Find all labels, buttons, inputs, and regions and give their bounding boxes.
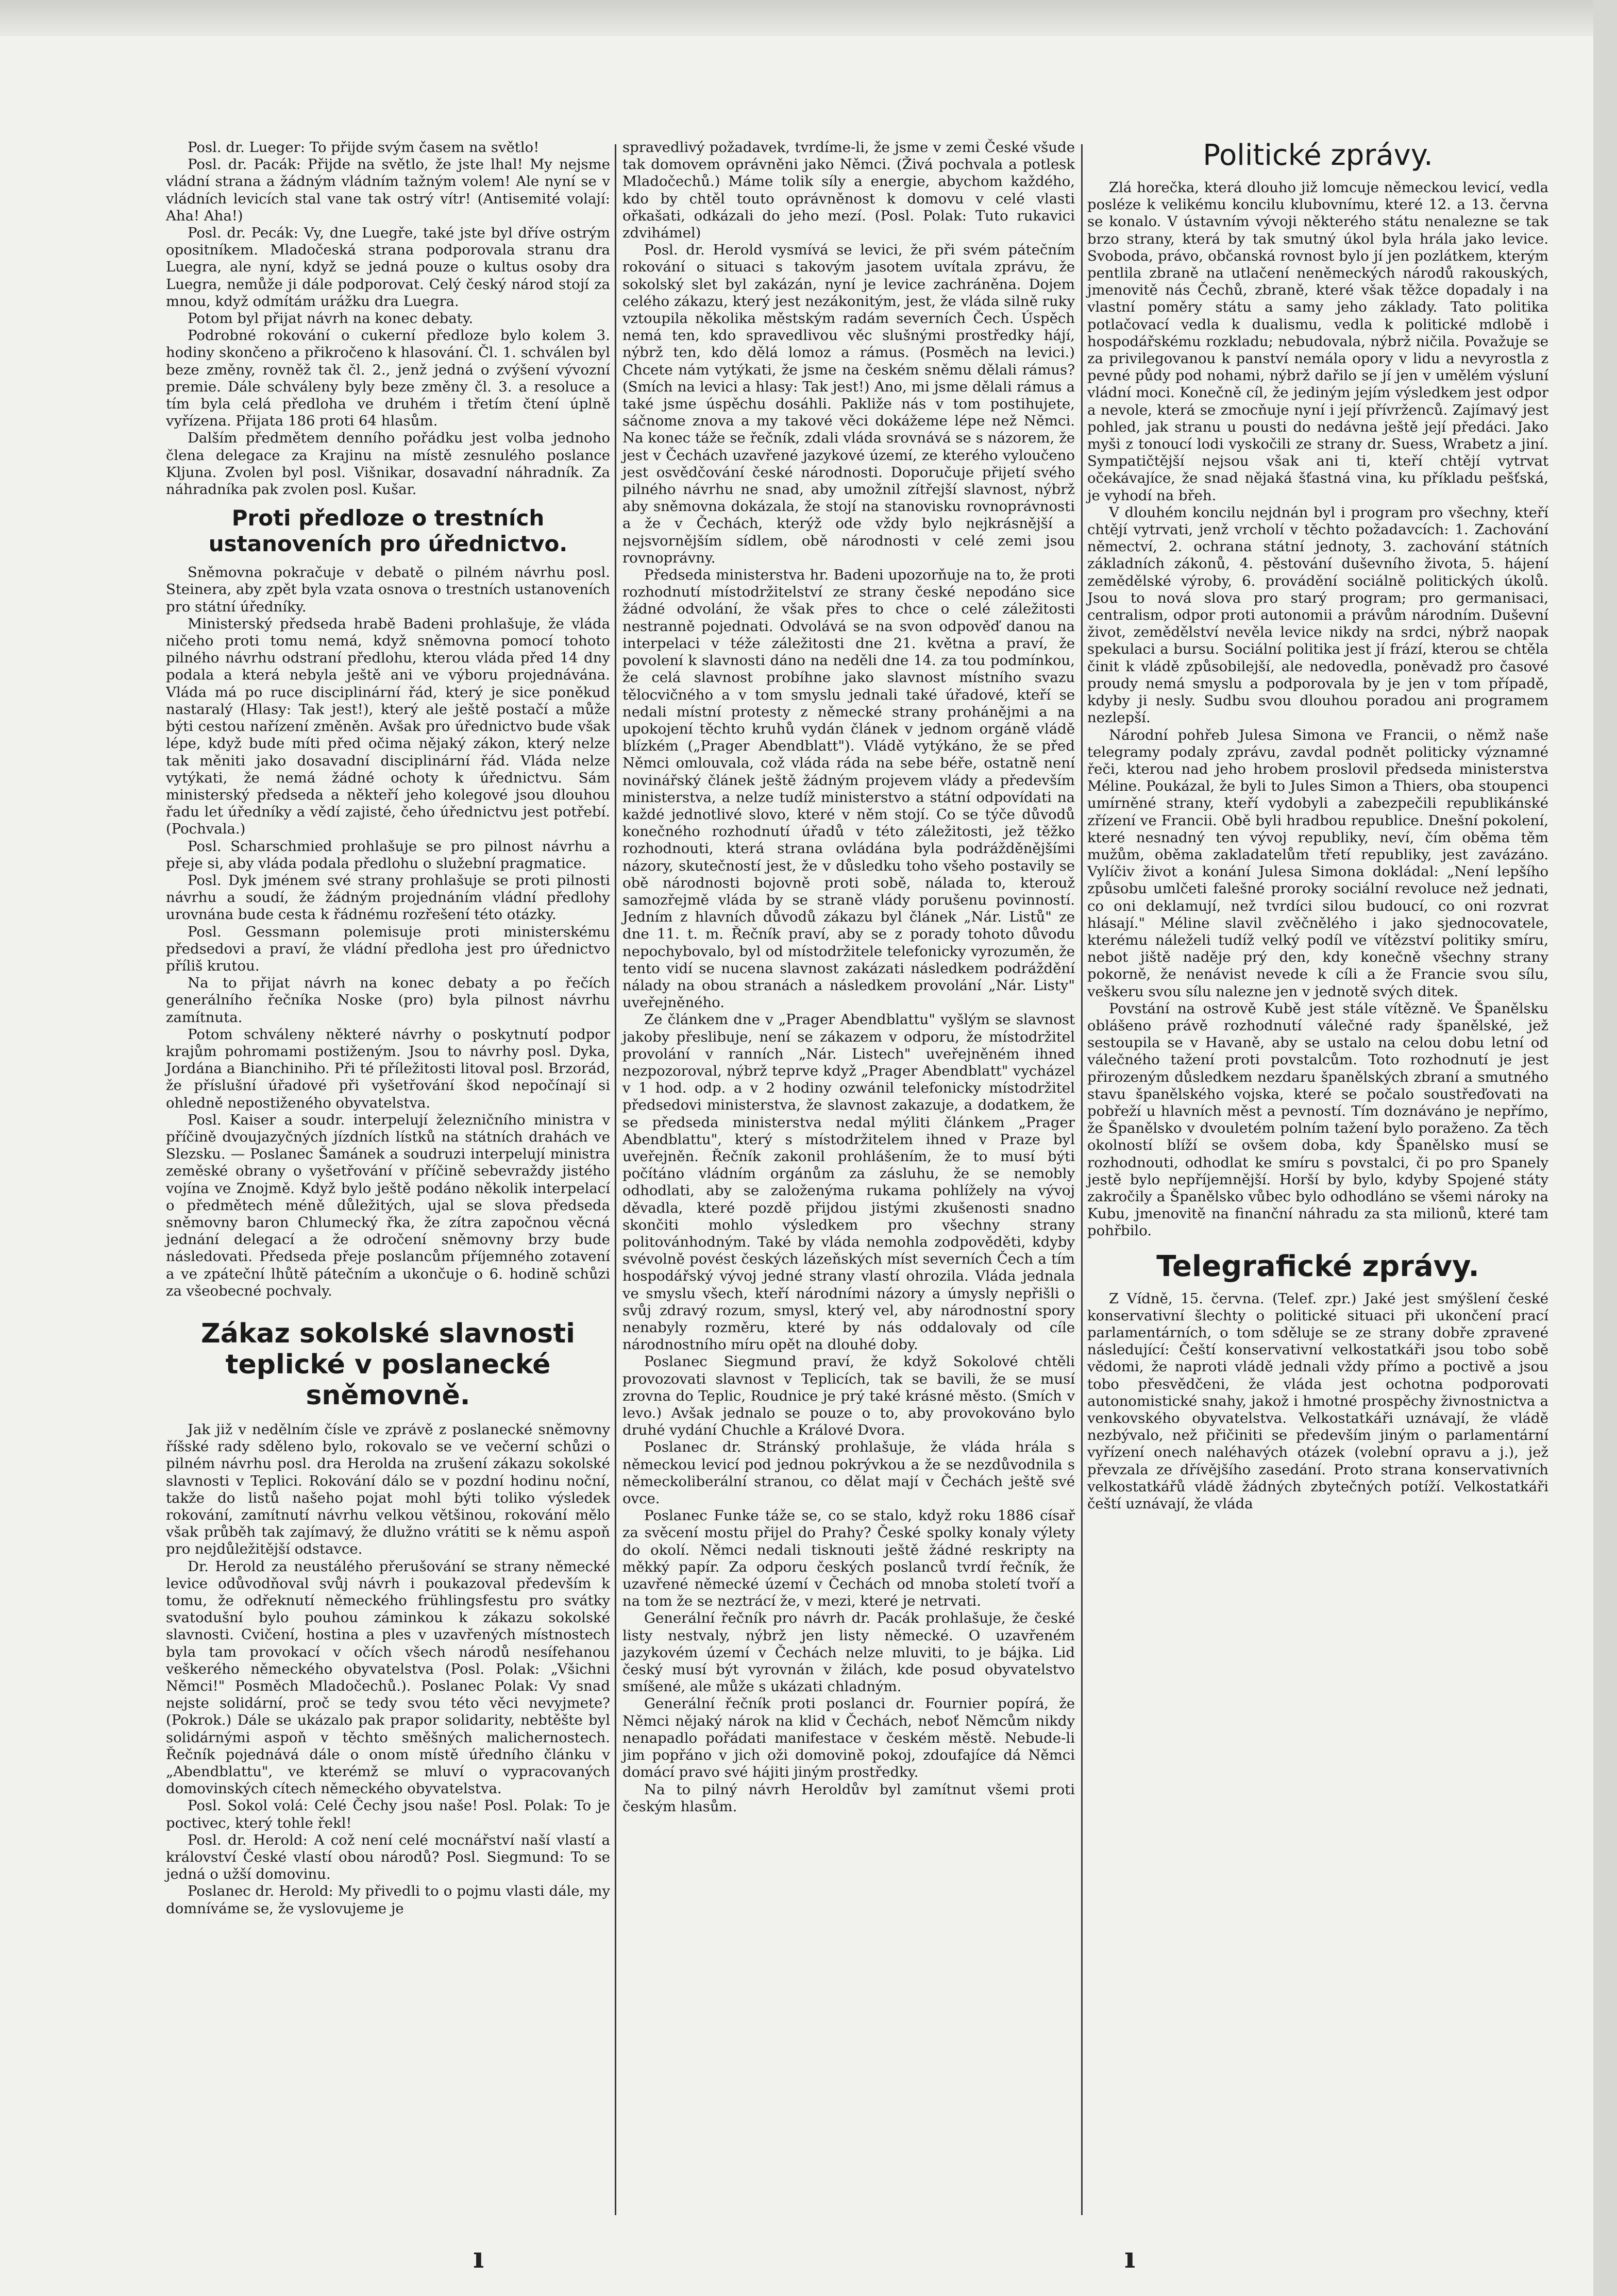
section-heading: Proti předloze o trestních ustanoveních pro úřednictvo. [208,505,568,557]
paragraph: Poslanec dr. Herold: My přivedli to o pojmu vlasti dále, my domníváme se, že vyslovujeme je [166,1883,610,1917]
paragraph: spravedlivý požadavek, tvrdíme-li, že jsme v zemi České všude tak domovem oprávněni jako Němci. (Živá pochvala a potlesk Mladočechů.) Máme tolik síly a energie, abychom každého, kdo by chtěl touto oprávněnost k domovu v celé vlasti ořkašati, odkázali do jeho mezí. (Posl. Polak: Tuto rukavici zdvihámel) [622,139,1075,242]
paragraph: Generální řečník proti poslanci dr. Fournier popírá, že Němci nějaký nárok na klid v Čechách, neboť Němcům nikdy nenapadlo pořádati manifestace v českém městě. Nebude-li jim popřáno v jich oži domovině pokoj, zdoufajíce dá Němci domácí pravo své hájiti jiným prostředky. [622,1695,1075,1781]
paragraph: Posl. Sokol volá: Celé Čechy jsou naše! Posl. Polak: To je poctivec, který tohle řekl! [166,1797,610,1831]
column-rule [1081,144,1083,2215]
paragraph: Dalším předmětem denního pořádku jest volba jednoho člena delegace za Krajinu na místě zesnulého poslance Kljuna. Zvolen byl posl. Višnikar, dosavadní náhradník. Za náhradníka pak zvolen posl. Kušar. [166,430,610,498]
article-headline: Zákaz sokolské slavnosti teplické v poslanecké sněmovně. [201,1318,575,1411]
paragraph: Povstání na ostrově Kubě jest stále vítězně. Ve Španělsku oblášeno právě rozhodnutí válečné rady španělské, jež sestoupila se v Havaně, aby se ustalo na celou dobu letní od válečného tažení proti povstalcům. Toto rozhodnutí je jest přirozeným důsledkem nezdaru španělských zbraní a smutného stavu španělského vojska, které se počalo soustřeďovati na pobřeží u hlavních měst a pevností. Tím doznáváno je nepřímo, že Španělsko v dvouletém polním tažení bylo poraženo. Za těch okolností blíží se ovšem doba, kdy Španělsko musí se rozhodnouti, odhodlat ke smíru s povstalci, či po pro Spanely jestě bylo nepříjemnější. Horší by bylo, kdyby Spojené státy zakročily a Španělsko vůbec bylo odhodláno se všemi nároky na Kubu, jmenovitě na finanční náhradu za sta milionů, které tam pohřbilo. [1087,1000,1548,1239]
column-1 [166,139,610,1917]
paragraph: Na to pilný návrh Heroldův byl zamítnut všemi proti českým hlasům. [622,1781,1075,1815]
paragraph: Na to přijat návrh na konec debaty a po řečích generálního řečníka Noske (pro) byla pilnost návrhu zamítnuta. [166,975,610,1026]
paragraph: Podrobné rokování o cukerní předloze bylo kolem 3. hodiny skončeno a přikročeno k hlasování. Čl. 1. schválen byl beze změny, rovněž tak čl. 2., jenž jedná o zvýšení vývozní premie. Dále schváleny byly beze změny čl. 3. a resoluce a tím byla celá předloha ve druhém i třetím čtení úplně vyřízena. Přijata 186 proti 64 hlasům. [166,327,610,430]
column-3 [1087,139,1548,1512]
paragraph: Poslanec Siegmund praví, že když Sokolové chtěli provozovati slavnost v Teplicích, tak se bavili, že se musí zrovna do Teplic, Roudnice je prý také krásné město. (Smích v levo.) Avšak jednalo se pouze o to, aby provokováno bylo druhé vydání Chuchle a Králové Dvora. [622,1353,1075,1439]
paragraph: Posl. dr. Lueger: To přijde svým časem na světlo! [188,139,540,156]
paragraph: Posl. Gessmann polemisuje proti ministerskému předsedovi a praví, že vládní předloha jest pro úřednictvo příliš krutou. [166,923,610,974]
paragraph: V dlouhém koncilu nejdnán byl i program pro všechny, kteří chtějí vytrvati, jenž vrcholí v těchto požadavcích: 1. Zachování němectví, 2. ochrana státní jednoty, 3. zachování státních základních zákonů, 4. pěstování duševního života, 5. hájení zemědělské výroby, 6. provádění sociálně politických úkolů. Jsou to nová slova pro starý program; pro germanisaci, centralism, odpor proti autonomii a právům národním. Duševní život, zemědělství nevěla levice nikdy na srdci, nýbrž naopak spekulaci a bursu. Sociální politika jest jí frází, kterou se chtěla činit k vládě způsobilejší, ale nedovedla, poněvadž pro časové proudy nemá smyslu a podporovala by je jen v tom případě, kdyby ji nesly. Sudbu svou dlouhou poradou ani programem nezlepší. [1087,504,1548,726]
paragraph: Posl. dr. Herold vysmívá se levici, že při svém pátečním rokování o situaci s takovým jasotem uvítala zprávu, že sokolský slet byl zakázán, nyní je levice zachráněna. Dojem celého zákazu, který jest nezákonitým, jest, že vláda silně ruky vztoupila několika městským radám severních Čech. Úspěch nemá ten, kdo spravedlivou věc slušnými prostředky hájí, nýbrž ten, kdo dělá lomoz a rámus. (Posměch na levici.) Chcete nám vytýkati, že jsme na českém sněmu dělali rámus? (Smích na levici a hlasy: Tak jest!) Ano, mi jsme dělali rámus a také jsme úspěchu dosáhli. Pakliže nás v tom postihujete, sáčnome znova a my takové věci dokážeme lépe než Němci. Na konec táže se řečník, zdali vláda srovnává se s názorem, že jest v Čechách uzavřené jazykové území, ze kterého vyloučeno jest osvědčování české národnosti. Doporučuje přijetí svého pilného návrhu ne snad, aby umožnil zítřejší slavnost, nýbrž aby sněmovna dokázala, že stojí na stanovisku rovnoprávnosti a že v Čechách, kterýž ode vždy bylo nejkrásnější a nejsvornějším sídlem, obě národnosti v celé zemi jsou rovnoprávny. [622,242,1075,566]
paragraph: Potom schváleny některé návrhy o poskytnutí podpor krajům pohromami postiženým. Jsou to návrhy posl. Dyka, Jordána a Bianchiniho. Při té příležitosti litoval posl. Brzorád, že příslušní úřadové při vyšetřování škod nepočínají si ohledně nepostiženého obyvatelstva. [166,1026,610,1111]
paragraph: Jak již v nedělním čísle ve zprávě z poslanecké sněmovny říšské rady sděleno bylo, rokovalo se ve večerní schůzi o pilném návrhu posl. dra Herolda na zrušení zákazu sokolské slavnosti v Teplici. Rokování dálo se v pozdní hodinu noční, takže do listů našeho pojat mohl býti toliko výsledek rokování, zamítnutí návrhu velkou většinou, rokování mělo však průběh tak zajímavý, že dlužno vrátiti se k němu aspoň pro nejdůležitější odstavce. [166,1421,610,1558]
section-heading: Politické zprávy. [1203,139,1433,172]
paragraph: Z Vídně, 15. června. (Telef. zpr.) Jaké jest smýšlení české konservativní šlechty o politické situaci při ukončení prací parlamentárních, o tom sděluje se ze strany dobře zpravené následující: Čeští konservativní velkostatkáři jsou tobo sobě vědomi, že naproti vládě jednali vždy přímo a poctivě a jsou tobo přesvědčeni, že vláda jest ochotna podporovati autonomistické snahy, jakož i hmotné prospěchy živnostnictva a venkovského obyvatelstva. Velkostatkáři uznávají, že vládě nezbývalo, než přičiniti se především jiným o parlamentární vyřízení onech naléhavých otázek (volební opravu a j.), jež převzala ze dřívějšího zasedání. Proto strana konservativních velkostatkářů vládě žádných zbytečných potíží. Velkostatkáři čeští uznávají, že vláda [1087,1290,1548,1512]
paragraph: Posl. dr. Herold: A což není celé mocnářství naší vlastí a království České vlastí obou národů? Posl. Siegmund: To se jedná o užší domovinu. [166,1831,610,1883]
paragraph: Dr. Herold za neustálého přerušování se strany německé levice odůvodňoval svůj návrh i poukazoval především k tomu, že odřeknutí německého frühlingsfestu pro svátky svatodušní bylo pouhou záminkou k zákazu sokolské slavnosti. Cvičení, hostina a ples v uzavřených místnostech byla tam provokací v očích všech národů nesífehanou veškerého německého obyvatelstva (Posl. Polak: „Všichni Němci!" Posměch Mladočechů.). Poslanec Polak: Vy snad nejste solidární, proč se tedy svou této věci nevyjmete? (Pokrok.) Dále se ukázalo pak prapor solidarity, nebtěšte byl solidárnými aspoň v těchto směšných malichernostech. Řečník pojednává dále o onom místě úředního článku v „Abendblattu", ve kterémž se mluví o vypracovaných domovinských cítech německého obyvatelstva. [166,1558,610,1797]
paragraph: Zlá horečka, která dlouho již lomcuje německou levicí, vedla posléze k velikému koncilu klubovnímu, které 12. a 13. června se konalo. V ústavním vývoji některého státu nenalezne se tak brzo strany, která by tak smutný úkol byla hrála jako levice. Svoboda, právo, občanská rovnost bylo jí jen pozlátkem, kterým pentlila zbraně na utlačení neněmeckých národů rakouských, jmenovitě nás Čechů, zbraně, které však těžce dopadaly i na vlastní poměry státu a samy jeho základy. Tato politika potlačovací vedla k dualismu, vedla k politické mdlobě i hospodářskému rozkladu; nebudovala, nýbrž ničila. Považuje se za privilegovanou k panství nemála opory v lidu a nevyrostla z pevné půdy pod nohami, nýbrž dařilo se jí jen v umělém výsluní vládní moci. Konečně cíl, že jediným jejím výsledkem jest odpor a nevole, která se zmocňuje nyní i její přívrženců. Zajímavý jest pohled, jak stranu u pousti do nedávna ještě její předáci. Jako myši z tonoucí lodi vyskočili ze strany dr. Suess, Wrabetz a jiní. Sympatičtější nejsou však ani ti, kteří chtějí vytrvat očekávajíce, že snad nějaká šťastná vina, ku příkladu pešťská, je vyhodí na břeh. [1087,179,1548,504]
paragraph: Ze článkem dne v „Prager Abendblattu" vyšlým se slavnost jakoby přeslibuje, není se zákazem v odporu, že místodržitel provolání v ranních „Nár. Listech" uveřejněném ihned nezpozoroval, nýbrž teprve když „Prager Abendblatt" vycházel v 1 hod. odp. a v 2 hodiny ozwánil telefonicky místodržitel předsedovi ministerstva, že slavnost zakazuje, a dodatkem, že se předseda ministerstva nedal mýliti článkem „Prager Abendblattu", který s místodržitelem ihned v Praze byl uveřejněn. Řečník zakonil prohlášením, že to musí býti počítáno vládním orgánům za zásluhu, že se nemobly odhodlati, aby se založenýma rukama pohlížely na vývoj děvadla, které pozdě přijdou jistými zkušenosti snadno skončiti mohlo výsledkem pro všechny strany politovánhodným. Také by vláda nemohla zodpověděti, kdyby svévolně povést českých lázeňských míst severních Čech a tím hospodářský vývoj jedné strany vlastí ohrozila. Vláda jednala ve smyslu všech, kteří národními názory a úmysly nepřišli o svůj zdravý rozum, smysl, který vel, aby národnostní spory nenabyly rozměru, které by nás oddalovaly od cíle národnostního míru opět na dlouhé doby. [622,1011,1075,1353]
scan-right-edge [1593,0,1617,2296]
paragraph: Národní pohřeb Julesa Simona ve Francii, o němž naše telegramy podaly zprávu, zavdal podnět politicky významné řeči, kterou nad jeho hrobem proslovil předseda ministerstva Méline. Poukázal, že byli to Jules Simon a Thiers, oba stoupenci umírněné strany, kteří vydobyli a zabezpečili republikánské zřízení ve Francii. Obě byli hradbou republice. Dnešní pokolení, které nesnadný ten vývoj republiky, neví, čím oběma těm mužům, oběma zakladatelům třetí republiky, jest zavázáno. Vylíčiv život a konání Julesa Simona dokládal: „Není lepšího způsobu umlčeti falešné proroky sociální revoluce než jednati, co oni deklamují, než tvrdíci silou budoucí, co oni rozvrat hlásají." Méline slavil zvěčnělého i jako sjednocovatele, kterému náleželi tudíž velký podíl ve vítězství politiky smíru, nebot jiště naděje prý den, kdy konečně všechny strany pokorně, že nenávist nevede k cíli a že Francie svou sílu, veškeru svou sílu nalezne jen v jednotě svých ditek. [1087,726,1548,1000]
paragraph: Posl. Kaiser a soudr. interpelují železničního ministra v příčině dvoujazyčných jízdních lístků na státních drahách ve Slezsku. — Poslanec Šamánek a soudruzi interpelují ministra zeměské obrany o vyšetřování v příčině sebevraždy jistého vojína ve Znojmě. Když bylo ještě podáno několik interpelací o předmětech méně důležitých, ujal se slova předseda sněmovny baron Chlumecký řka, že zítra započnou věcná jednání delegací a že odročení sněmovny brzy bude následovati. Předseda přeje poslancům příjemného zotavení a ve zpáteční lhůtě pátečním a ukončuje o 6. hodině schůzi za všeobecné pochvaly. [166,1111,610,1299]
paragraph: Posl. Scharschmied prohlašuje se pro pilnost návrhu a přeje si, aby vláda podala předlohu o služební pragmatice. [166,838,610,872]
paragraph: Sněmovna pokračuje v debatě o pilném návrhu posl. Steinera, aby zpět byla vzata osnova o trestních ustanoveních pro státní úředníky. [166,564,610,615]
paragraph: Posl. dr. Pecák: Vy, dne Luegře, také jste byl dříve ostrým opositníkem. Mladočeská strana podporovala stranu dra Luegra, ale nyní, když se jedná pouze o kultus osoby dra Luegra, nemůže ji dále podporovat. Celý český národ stojí za mnou, když odmítám urážku dra Luegra. [166,225,610,310]
paragraph: Ministerský předseda hrabě Badeni prohlašuje, že vláda ničeho proti tomu nemá, když sněmovna pomocí tohoto pilného návrhu odstraní předlohu, kterou vláda před 14 dny podala a která nebyla ještě ani ve výboru projednávána. Vláda má po ruce disciplinární řád, který je sice poněkud nastaralý (Hlasy: Tak jest!), který ale ještě postačí a může býti cestou nařízení změněn. Avšak pro úřednictvo bude však lépe, když bude míti před očima nějaký zákon, který nelze tak měniti jako dosavadní disciplinární řád. Vláda nelze vytýkati, že nemá žádné ochoty k úřednictvu. Sám ministerský předseda a někteří jeho kolegové jsou dlouhou řadu let úředníky a vědí zajisté, čeho úřednictvu jest potřebí. (Pochvala.) [166,615,610,838]
paragraph: Potom byl přijat návrh na konec debaty. [188,310,474,327]
paragraph: Posl. dr. Pacák: Přijde na světlo, že jste lhal! My nejsme vládní strana a žádným vládním tažným volem! Ale nyní se v vládních levicích stal vane tak ostrý vítr! (Antisemité volají: Aha! Aha!) [166,156,610,224]
print-mark: ı [1124,2241,1136,2275]
column-2 [622,139,1075,1815]
paragraph: Posl. Dyk jménem své strany prohlašuje se proti pilnosti návrhu a soudí, že žádným projednáním vládní předlohy urovnána bude cesta k řádnému rozřešení této otázky. [166,872,610,923]
section-heading: Telegrafické zprávy. [1156,1249,1479,1283]
print-mark: ı [473,2241,484,2275]
scan-top-edge [0,0,1617,36]
column-rule [615,144,616,2215]
paragraph: Předseda ministerstva hr. Badeni upozorňuje na to, že proti rozhodnutí místodržitelství ze strany české nepodáno sice žádné odvolání, že však přes to chce o celé záležitosti nestranně pojednati. Odvolává se na svon odpověď danou na interpelaci v téže záležitosti dne 21. května a praví, že povolení k slavnosti dáno na neděli dne 14. za tou podmínkou, že celá slavnost probíhne jako slavnost místního svazu tělocvičného a v tom smyslu jednali také úřadové, kteří se nedali místní protesty z německé strany prohánějmi a na upokojení těchto kruhů vydán článek v jednom orgáně vládě blízkém („Prager Abendblatt"). Vládě vytýkáno, že se před Němci omlouvala, což vláda ráda na sebe béře, ostatně není novinářský článek ještě žádným projevem vlády a především ministerstva, a nelze tudíž ministerstvo a státní odpovídati na každé jednotlivé slovo, které v něm stojí. Co se týče důvodů konečného rozhodnutí úřadů v této záležitosti, jež těžko rozhodnouti, která strana ovládána byla podrážděnějšími názory, skutečností jest, že v důsledku toho všeho postavily se obě národnosti bojovně proti sobě, nálada to, kterouž samozřejmě vláda by se straně vlády porušenu povinností. Jedním z hlavních důvodů zákazu byl článek „Nár. Listů" ze dne 11. t. m. Řečník praví, aby se z porady tohoto důvodu nepochybovalo, byl od místodržitele telefonicky vyrozuměn, že tento vidí se nucena slavnost zakázati následkem podráždění nálady na obou stranách a následkem provolání „Nár. Listy" uveřejněného. [622,567,1075,1011]
paragraph: Generální řečník pro návrh dr. Pacák prohlašuje, že české listy nestvaly, nýbrž jen listy německé. O uzavřeném jazykovém území v Čechách nelze mluviti, to je bájka. Lid český musí být vyrovnán v žilách, kde posud obyvatelstvo smíšené, ale může s ukázati chladným. [622,1610,1075,1695]
paragraph: Poslanec Funke táže se, co se stalo, když roku 1886 císař za svěcení mostu přijel do Prahy? České spolky konaly výlety do okolí. Němci nedali tisknouti ještě žádné reskripty na měkký papír. Za odporu českých poslanců tvrdí řečník, že uzavřené německé území v Čechách od mnoba století tvoří a na tom že se neztrácí že, v mezi, které je netrvati. [622,1507,1075,1610]
paragraph: Poslanec dr. Stránský prohlašuje, že vláda hrála s německou levicí pod jednou pokrývkou a že se nezdůvodnila s německoliberální stranou, co dělat mají v Čechách ještě své ovce. [622,1439,1075,1507]
